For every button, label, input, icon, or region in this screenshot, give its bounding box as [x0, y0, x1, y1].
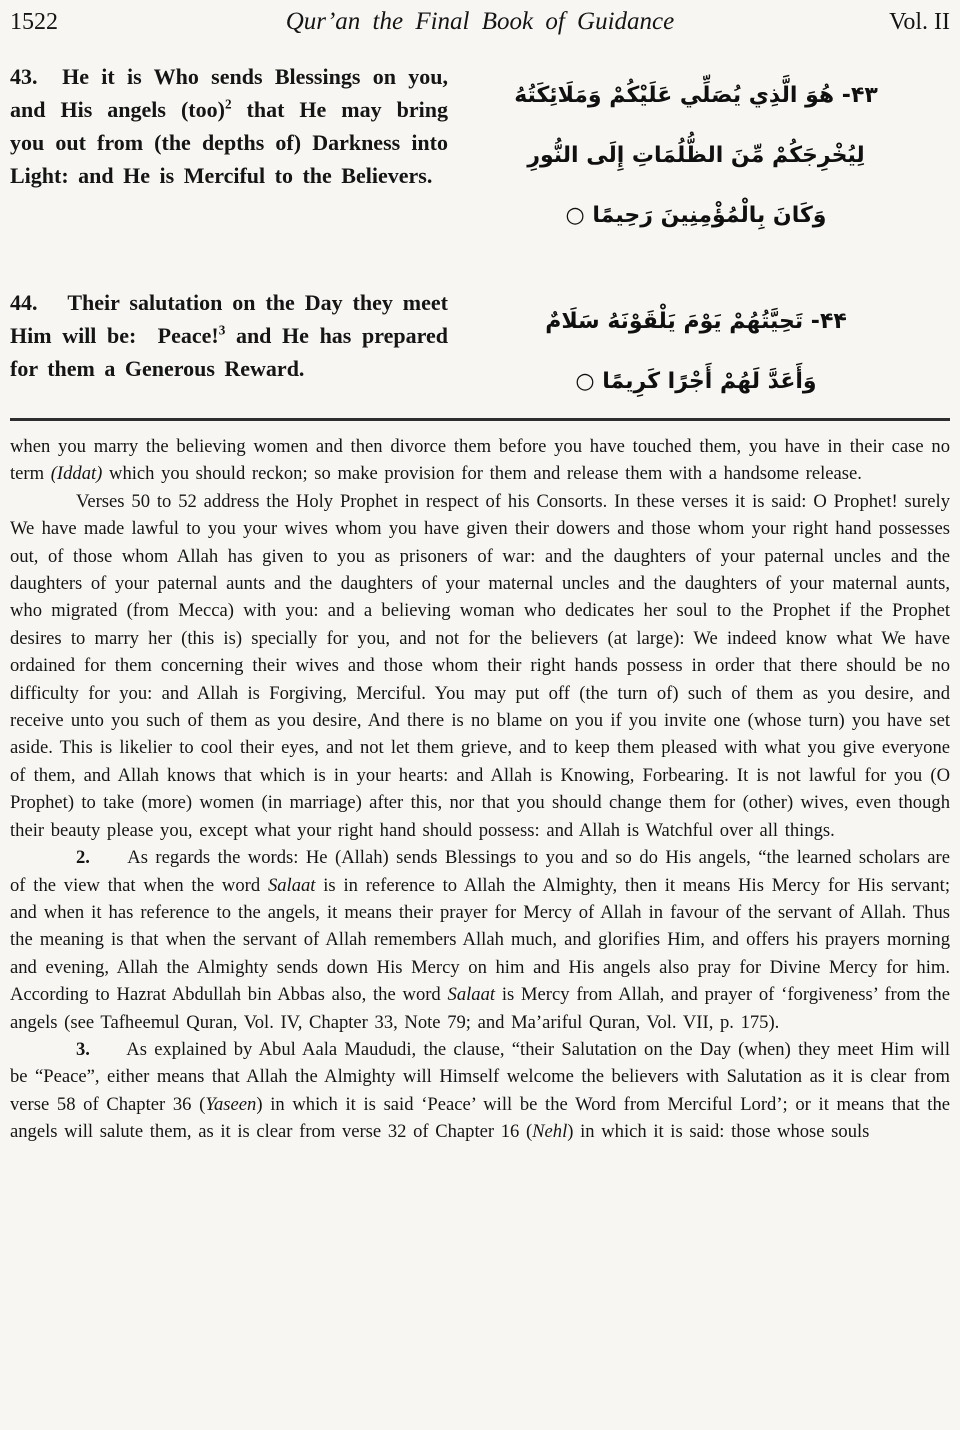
note-number: 3.	[76, 1038, 90, 1060]
arabic-line: ۴۴- تَحِيَّتُهُمْ يَوْمَ يَلْقَوْنَهُ سَلَامٌ	[545, 309, 847, 334]
text-run: and He has prepared for them a Generous Reward.	[10, 323, 448, 381]
separator-rule	[10, 418, 950, 421]
arabic-line: وَأَعَدَّ لَهُمْ أَجْرًا كَرِيمًا ○	[575, 369, 817, 394]
commentary-paragraph	[10, 1036, 950, 1146]
verse-english-43	[10, 60, 448, 246]
arabic-line: لِيُخْرِجَكُمْ مِّنَ الظُّلُمَاتِ إِلَى النُّورِ	[527, 143, 865, 168]
footnote-marker: 2	[224, 96, 232, 112]
text-run: which you should reckon; so make provision for them and release them with a handsome release.	[102, 463, 862, 485]
italic-text: Yaseen	[205, 1093, 257, 1115]
book-title: Qur’an the Final Book of Guidance	[285, 8, 675, 35]
commentary-section	[10, 433, 950, 1146]
text-run: 43. He it is Who sends Blessings on you, and His angels (too)	[10, 64, 448, 122]
verses-section	[10, 60, 950, 412]
italic-text: (Iddat)	[50, 463, 103, 485]
text-run: 44. Their salutation on the Day they meet Him will be: Peace!	[10, 290, 448, 348]
italic-text: Nehl	[532, 1121, 568, 1143]
page-number: 1522	[10, 9, 58, 35]
verse-row	[10, 286, 950, 412]
volume-label: Vol. II	[889, 9, 950, 35]
italic-text: Salaat	[267, 874, 316, 896]
commentary-paragraph	[10, 433, 950, 488]
text-run: Verses 50 to 52 address the Holy Prophet in respect of his Consorts. In these verses it is said: O Prophet! surely We have made lawful to you your wives whom you have given their dowers and those whom your right hand possesses out, of those whom Allah has given to you as prisoners of war: and the daughters of your paternal uncles and the daughters of your paternal aunts and the daughters of your maternal uncles and the daughters of your maternal aunts, who migrated (from Mecca) with you: and a believing woman who dedicates her soul to the Prophet if the Prophet desires to marry her (this is) specially for you, and not for the believers (at large): We indeed know what We have ordained for them concerning their wives and those whom their right hands possess in order that there should be no difficulty for you: and Allah is Forgiving, Merciful. You may put off (the turn of) such of them as you desire, and receive unto you such of them as you desire, And there is no blame on you if you invite one (whose turn) you have set aside. This is likelier to cool their eyes, and not let them grieve, and to keep them pleased with what you give everyone of them, and Allah knows that which is in your hearts: and Allah is Knowing, Forbearing. It is not lawful for you (O Prophet) to take (more) women (in marriage) after this, nor that you should change them for (other) wives, even though their beauty please you, except what your right hand should possess: and Allah is Watchful over all things.	[10, 490, 950, 841]
text-run: ) in which it is said ‘Peace’ will be the Word from Merciful Lord’; or it means that the angels will salute them, as it is clear from verse 32 of Chapter 16 (	[10, 1093, 951, 1143]
italic-text: Salaat	[447, 984, 496, 1006]
commentary-paragraph	[10, 844, 950, 1036]
verse-arabic-43	[448, 60, 950, 246]
text-run: is Mercy from Allah, and prayer of ‘forgiveness’ from the angels (see Tafheemul Quran, Vol. IV, Chapter 33, Note 79; and Ma’ariful Quran, Vol. VII, p. 175).	[10, 984, 950, 1033]
text-run: that He may bring you out from (the depths of) Darkness into Light: and He is Merciful to the Believers.	[10, 97, 448, 188]
note-number: 2.	[76, 847, 90, 869]
commentary-paragraph	[10, 488, 950, 844]
text-run: when you marry the believing women and then divorce them before you have touched them, you have in their case no term	[10, 436, 950, 485]
text-run: As regards the words: He (Allah) sends Blessings to you and so do His angels, “the learned scholars are of the view that when the word	[10, 847, 950, 896]
verse-arabic-44	[448, 286, 950, 412]
arabic-line: ۴۳- هُوَ الَّذِي يُصَلِّي عَلَيْكُمْ وَمَلَائِكَتُهُ	[514, 83, 878, 108]
verse-english-44	[10, 286, 448, 412]
page-header	[10, 8, 950, 36]
text-run: is in reference to Allah the Almighty, then it means His Mercy for His servant; and when it has reference to the angels, it means their prayer for Mercy of Allah in favour of the servant of Allah. Thus the meaning is that when the servant of Allah remembers Allah much, and glorifies Him, and offers his prayers morning and evening, Allah the Almighty sends down His Mercy on him and His angels also pray for Divine Mercy for him. According to Hazrat Abdullah bin Abbas also, the word	[10, 874, 950, 1006]
arabic-line: وَكَانَ بِالْمُؤْمِنِينَ رَحِيمًا ○	[565, 203, 827, 228]
footnote-marker: 3	[218, 322, 226, 338]
text-run: As explained by Abul Aala Maududi, the clause, “their Salutation on the Day (when) they meet Him will be “Peace”, either means that Allah the Almighty will Himself welcome the believers with Salutation as it is clear from verse 58 of Chapter 36 (	[10, 1038, 950, 1115]
verse-row	[10, 60, 950, 246]
text-run: ) in which it is said: those whose souls	[567, 1121, 870, 1143]
